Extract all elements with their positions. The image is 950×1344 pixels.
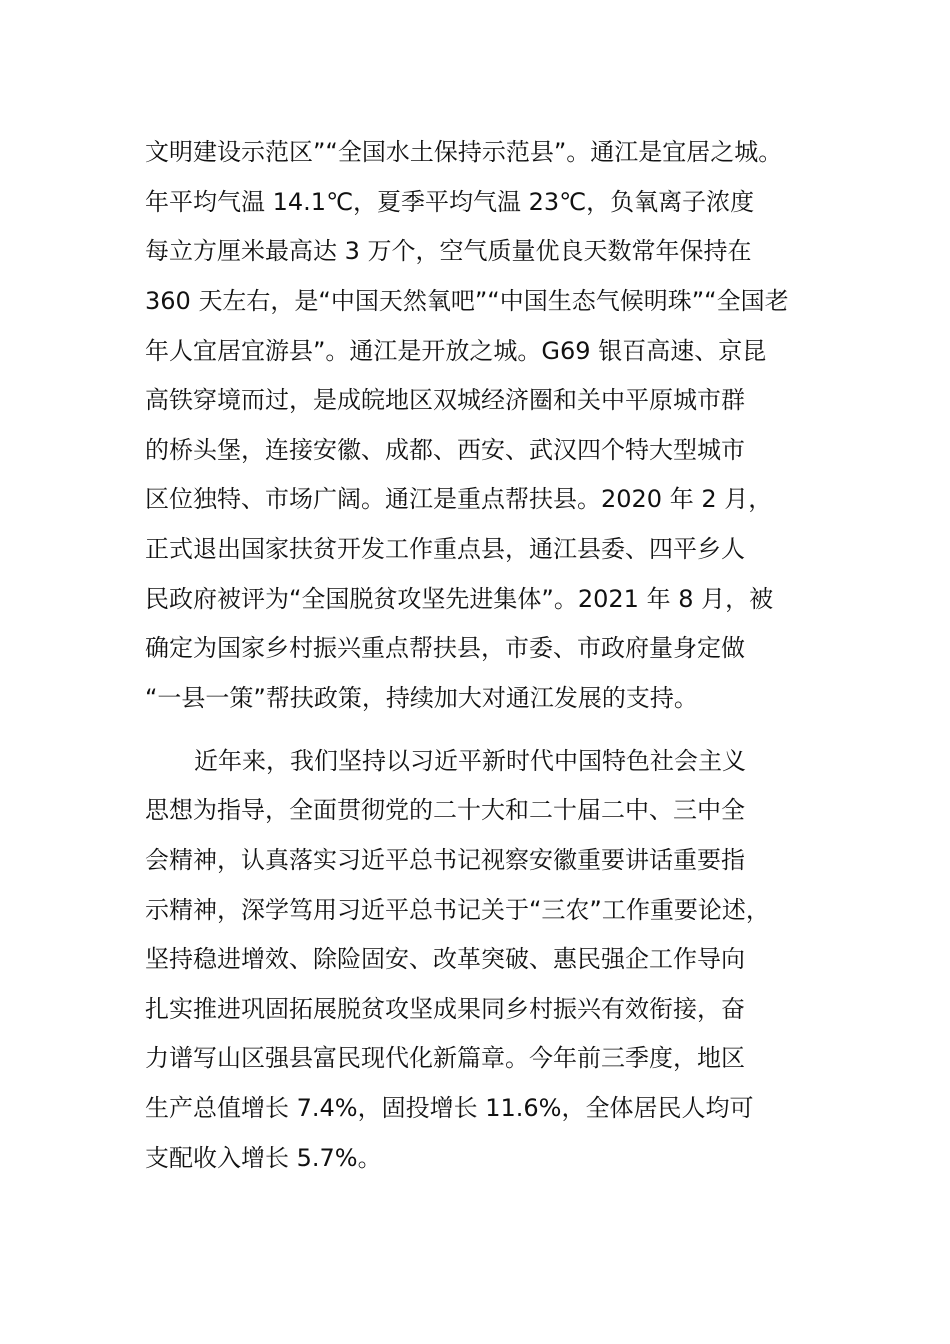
text-line: 思想为指导，全面贯彻党的二十大和二十届二中、三中全 xyxy=(145,796,745,824)
text-line: 高铁穿境而过，是成皖地区双城经济圈和关中平原城市群 xyxy=(145,386,745,414)
text-line: “一县一策”帮扶政策，持续加大对通江发展的支持。 xyxy=(145,684,698,712)
text-line: 支配收入增长 5.7%。 xyxy=(145,1144,382,1172)
text-line: 生产总值增长 7.4%，固投增长 11.6%，全体居民人均可 xyxy=(145,1094,754,1122)
text-line: 每立方厘米最高达 3 万个，空气质量优良天数常年保持在 xyxy=(145,237,752,265)
text-line: 近年来，我们坚持以习近平新时代中国特色社会主义 xyxy=(194,747,746,775)
text-line: 360 天左右，是“中国天然氧吧”“中国生态气候明珠”“全国老 xyxy=(145,287,789,315)
text-line: 正式退出国家扶贫开发工作重点县，通江县委、四平乡人 xyxy=(145,535,745,563)
text-line: 年平均气温 14.1℃，夏季平均气温 23℃，负氧离子浓度 xyxy=(145,188,755,216)
text-line: 的桥头堡，连接安徽、成都、西安、武汉四个特大型城市 xyxy=(145,436,745,464)
text-line: 年人宜居宜游县”。通江是开放之城。G69 银百高速、京昆 xyxy=(145,337,767,365)
text-line: 扎实推进巩固拓展脱贫攻坚成果同乡村振兴有效衔接，奋 xyxy=(145,995,745,1023)
text-line: 文明建设示范区”“全国水土保持示范县”。通江是宜居之城。 xyxy=(145,138,783,166)
text-line: 确定为国家乡村振兴重点帮扶县，市委、市政府量身定做 xyxy=(145,634,745,662)
text-line: 坚持稳进增效、除险固安、改革突破、惠民强企工作导向 xyxy=(145,945,745,973)
text-line: 力谱写山区强县富民现代化新篇章。今年前三季度，地区 xyxy=(145,1044,745,1072)
text-line: 民政府被评为“全国脱贫攻坚先进集体”。2021 年 8 月，被 xyxy=(145,585,774,613)
text-line: 区位独特、市场广阔。通江是重点帮扶县。2020 年 2 月， xyxy=(145,485,773,513)
text-line: 会精神，认真落实习近平总书记视察安徽重要讲话重要指 xyxy=(145,846,745,874)
text-line: 示精神，深学笃用习近平总书记关于“三农”工作重要论述， xyxy=(145,896,770,924)
